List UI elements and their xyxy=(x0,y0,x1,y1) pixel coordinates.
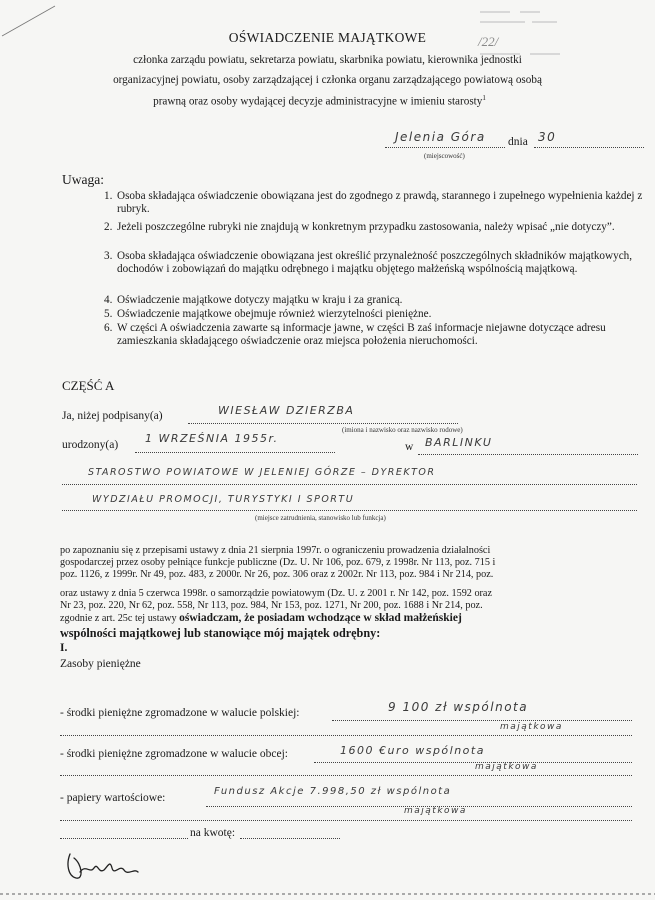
foreign-value-2: majątkowa xyxy=(475,762,538,772)
law-text-2: gospodarczej przez osoby pełniące funkcje publiczne (Dz. U. Nr 106, poz. 679, z 1998r. Nr 113, poz. 715 i xyxy=(60,557,496,568)
note-text: Osoba składająca oświadczenie obowiązana jest do zgodnego z prawdą, starannego i zupełnego wypełnienia każdej z rubryk. xyxy=(117,190,643,215)
date-dots xyxy=(534,147,644,148)
amount-label: na kwotę: xyxy=(190,827,236,839)
securities-dots-2 xyxy=(60,820,632,821)
header-line-2: organizacyjnej powiatu, osoby zarządzającej i członka organu zarządzającego powiatową osobą xyxy=(113,74,542,86)
employment-caption: (miejsce zatrudnienia, stanowisko lub funkcja) xyxy=(255,514,386,522)
scan-edge-rule xyxy=(0,893,655,895)
note-number: 6. xyxy=(104,322,113,334)
foreign-label: - środki pieniężne zgromadzone w walucie obcej: xyxy=(60,748,288,760)
signature-mark xyxy=(62,842,152,887)
born-place-dots xyxy=(418,454,638,455)
document-title: OŚWIADCZENIE MAJĄTKOWE xyxy=(228,30,427,45)
employment-dots-1 xyxy=(62,484,637,485)
born-in-label: w xyxy=(405,441,414,453)
footnote-marker: 1 xyxy=(482,94,486,102)
securities-value-2: majątkowa xyxy=(404,806,467,816)
law-text-6 xyxy=(60,612,462,624)
registry-stamp: /22/ xyxy=(478,34,499,49)
note-item-5 xyxy=(104,308,644,321)
note-item-4 xyxy=(104,294,644,307)
born-place-handwritten: BARLINKU xyxy=(425,436,493,449)
note-text: W części A oświadczenia zawarte są informacje jawne, w części B zaś informacje niejawne dotyczące adresu zamieszkania składającego oświadczenie oraz miejsca położenia nieruchomości. xyxy=(117,322,606,347)
header-line-3 xyxy=(0,94,647,108)
note-number: 2. xyxy=(104,221,113,233)
law-text-5: Nr 23, poz. 220, Nr 62, poz. 558, Nr 113, poz. 984, Nr 153, poz. 1271, Nr 200, poz. 1688 i Nr 214, poz. xyxy=(60,600,483,611)
section-number: I. xyxy=(60,642,68,654)
name-caption: (imiona i nazwisko oraz nazwisko rodowe) xyxy=(342,426,463,434)
note-number: 3. xyxy=(104,250,113,262)
resources-heading: Zasoby pieniężne xyxy=(60,658,141,670)
note-number: 1. xyxy=(104,190,113,202)
born-label: urodzony(a) xyxy=(62,439,119,451)
born-date-handwritten: 1 WRZEŚNIA 1955r. xyxy=(145,432,279,445)
law-text-4: oraz ustawy z dnia 5 czerwca 1998r. o samorządzie powiatowym (Dz. U. z 2001 r. Nr 142, poz. 1592 oraz xyxy=(60,588,492,599)
header-line-3-text: prawną oraz osoby wydającej decyzje administracyjne w imieniu starosty xyxy=(153,95,483,108)
note-text: Jeżeli poszczególne rubryki nie znajdują w konkretnym przypadku zastosowania, należy wpisać „nie dotyczy”. xyxy=(117,221,615,233)
foreign-dots-2 xyxy=(60,775,632,776)
law-text-1: po zapoznaniu się z przepisami ustawy z dnia 21 sierpnia 1997r. o ograniczeniu prowadzenia działalności xyxy=(60,545,491,556)
pln-value: 9 100 zł wspólnota xyxy=(388,700,529,714)
amount-dots-lead xyxy=(60,838,188,839)
header-line-1: członka zarządu powiatu, sekretarza powiatu, skarbnika powiatu, kierownika jednostki xyxy=(133,54,522,66)
name-label: Ja, niżej podpisany(a) xyxy=(62,410,163,422)
name-dots xyxy=(188,423,458,424)
part-a-heading: CZĘŚĆ A xyxy=(62,378,115,393)
pln-dots-2 xyxy=(60,735,632,736)
employment-line-2: WYDZIAŁU PROMOCJI, TURYSTYKI I SPORTU xyxy=(92,494,355,505)
securities-value: Fundusz Akcje 7.998,50 zł wspólnota xyxy=(214,786,452,797)
pln-dots xyxy=(332,720,632,721)
place-dots xyxy=(385,147,505,148)
note-item-6 xyxy=(104,322,644,348)
born-date-dots xyxy=(135,452,335,453)
foreign-value: 1600 €uro wspólnota xyxy=(340,744,485,757)
law-text-6b: oświadczam, że posiadam wchodzące w skład małżeńskiej xyxy=(179,612,462,624)
law-text-3: poz. 1126, z 1999r. Nr 49, poz. 483, z 2000r. Nr 26, poz. 306 oraz z 2002r. Nr 113, poz. 984 i Nr 214, poz. xyxy=(60,569,494,580)
securities-label: - papiery wartościowe: xyxy=(60,792,166,804)
date-label: dnia xyxy=(508,136,528,148)
notes-heading: Uwaga: xyxy=(62,172,104,187)
note-number: 4. xyxy=(104,294,113,306)
foreign-dots xyxy=(314,762,632,763)
employment-line-1: STAROSTWO POWIATOWE W JELENIEJ GÓRZE – DYREKTOR xyxy=(88,467,436,478)
note-text: Osoba składająca oświadczenie obowiązana jest określić przynależność poszczególnych składników majątkowych, dochodów i zobowiązań do majątku odrębnego i majątku objętego małżeńską wspólnością majątkową. xyxy=(117,250,633,275)
note-text: Oświadczenie majątkowe obejmuje również wierzytelności pieniężne. xyxy=(117,308,432,320)
employment-dots-2 xyxy=(62,510,637,511)
note-number: 5. xyxy=(104,308,113,320)
pln-value-2: majątkowa xyxy=(500,722,563,732)
place-caption: (miejscowość) xyxy=(424,152,465,160)
pln-label: - środki pieniężne zgromadzone w walucie polskiej: xyxy=(60,707,300,719)
date-handwritten: 30 xyxy=(538,130,557,144)
law-text-6a: zgodnie z art. 25c tej ustawy xyxy=(60,613,177,624)
note-item-2 xyxy=(104,221,644,234)
name-handwritten: WIESŁAW DZIERZBA xyxy=(218,404,355,417)
amount-dots xyxy=(240,838,340,839)
law-text-7: wspólności majątkowej lub stanowiące mój majątek odrębny: xyxy=(60,626,381,640)
note-item-1 xyxy=(104,190,644,216)
note-text: Oświadczenie majątkowe dotyczy majątku w kraju i za granicą. xyxy=(117,294,403,306)
note-item-3 xyxy=(104,250,644,276)
place-handwritten: Jelenia Góra xyxy=(395,130,486,144)
